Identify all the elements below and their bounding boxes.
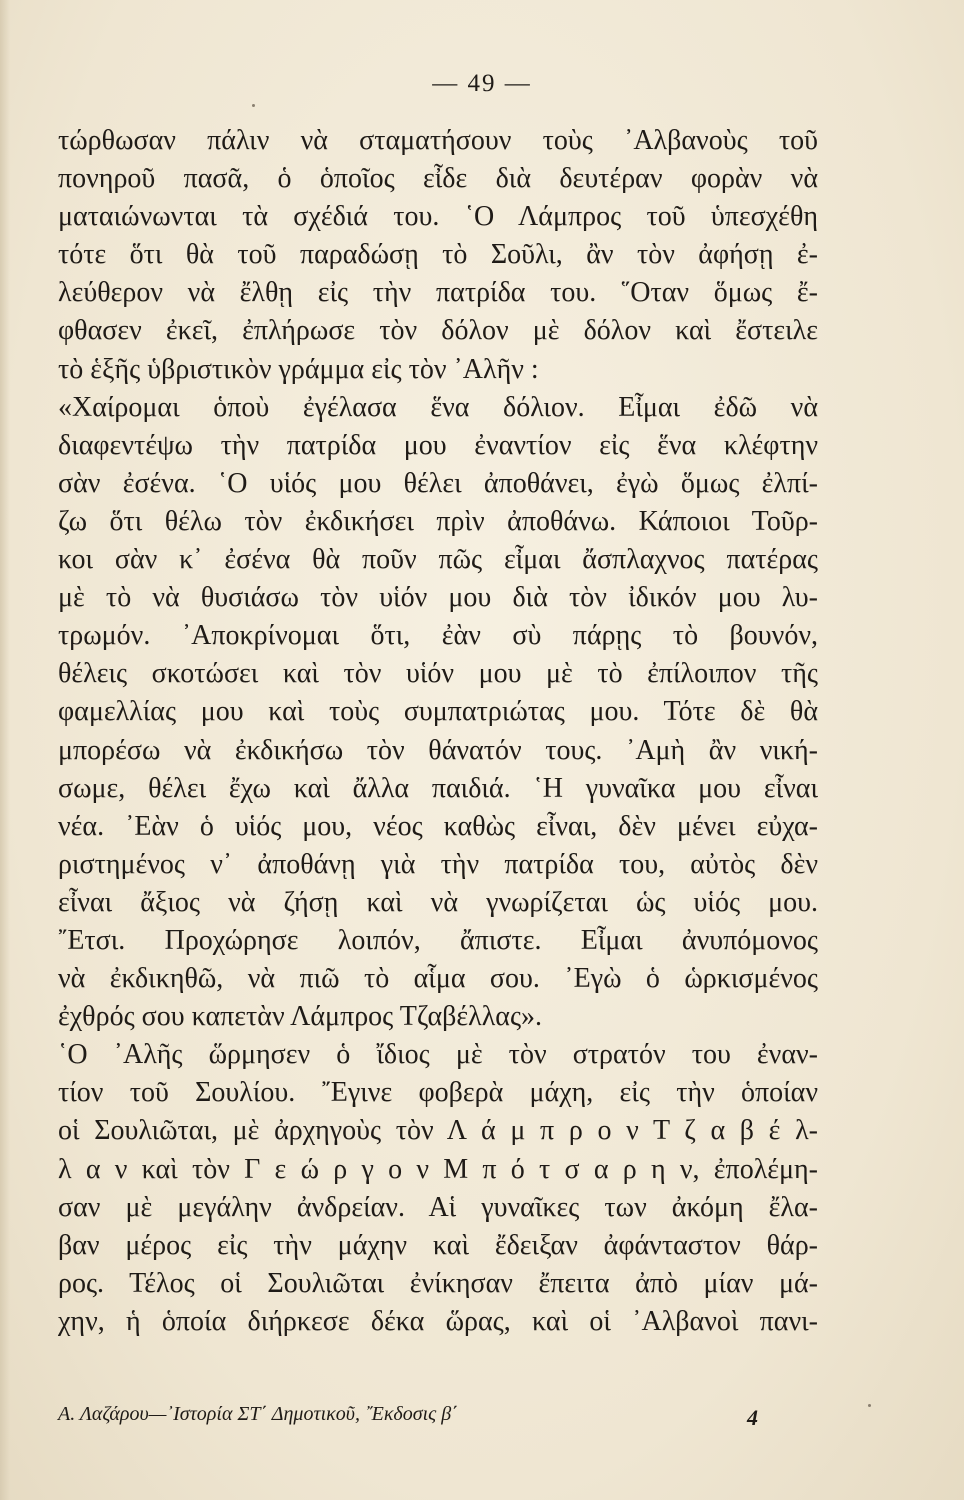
body-text — [58, 122, 818, 1341]
text-line: ριστημένος ν᾿ ἀποθάνῃ γιὰ τὴν πατρίδα του, αὐτὸς δὲν — [58, 848, 818, 880]
paper-speck — [868, 1404, 871, 1407]
text-line: μπορέσω νὰ ἐκδικήσω τὸν θάνατόν τους. ᾿Αμὴ ἂν νική- — [58, 734, 818, 766]
text-line: εἶναι ἄξιος νὰ ζήσῃ καὶ νὰ γνωρίζεται ὡς υἱός μου. — [58, 886, 818, 918]
text-line: νέα. ᾿Εὰν ὁ υἱός μου, νέος καθὼς εἶναι, δὲν μένει εὐχα- — [58, 810, 818, 842]
footer-citation: Α. Λαζάρου—᾿Ιστορία ΣΤ΄ Δημοτικοῦ, ῎Εκδοσις β΄ — [58, 1403, 458, 1425]
text-line: σαν μὲ μεγάλην ἀνδρείαν. Αἱ γυναῖκες των ἀκόμη ἔλα- — [58, 1191, 818, 1223]
text-line: σὰν ἐσένα. ῾Ο υἱός μου θέλει ἀποθάνει, ἐγὼ ὅμως ἐλπί- — [58, 467, 818, 499]
text-line: βαν μέρος εἰς τὴν μάχην καὶ ἔδειξαν ἀφάνταστον θάρ- — [58, 1229, 818, 1261]
text-line: ρος. Τέλος οἱ Σουλιῶται ἐνίκησαν ἔπειτα ἀπὸ μίαν μά- — [58, 1267, 818, 1299]
text-line: οἱ Σουλιῶται, μὲ ἀρχηγοὺς τὸν Λ ά μ π ρ ο ν Τ ζ α β έ λ- — [58, 1115, 818, 1147]
page-number: — 49 — — [432, 70, 532, 97]
text-line: θέλεις σκοτώσει καὶ τὸν υἱόν μου μὲ τὸ ἐπίλοιπον τῆς — [58, 658, 818, 690]
text-line: νὰ ἐκδικηθῶ, νὰ πιῶ τὸ αἷμα σου. ᾿Εγὼ ὁ ὡρκισμένος — [58, 963, 818, 995]
paper-speck — [252, 104, 255, 107]
text-line: ζω ὅτι θέλω τὸν ἐκδικήσει πρὶν ἀποθάνω. Κάποιοι Τοῦρ- — [58, 505, 818, 537]
page-footer — [58, 1403, 818, 1431]
page-edge-shadow — [0, 0, 10, 1500]
text-line: λ α ν καὶ τὸν Γ ε ώ ρ γ ο ν Μ π ό τ σ α ρ η ν, ἐπολέμη- — [58, 1153, 818, 1185]
text-line: τώρθωσαν πάλιν νὰ σταματήσουν τοὺς ᾿Αλβανοὺς τοῦ — [58, 125, 818, 156]
text-line: ἐχθρός σου καπετὰν Λάμπρος Τζαβέλλας». — [58, 1001, 543, 1033]
printer-signature-mark: 4 — [747, 1405, 758, 1430]
text-line: τρωμόν. ᾿Αποκρίνομαι ὅτι, ἐὰν σὺ πάρῃς τὸ βουνόν, — [58, 620, 818, 652]
text-line: φαμελλίας μου καὶ τοὺς συμπατριώτας μου. Τότε δὲ θὰ — [58, 696, 818, 728]
text-line: διαφεντέψω τὴν πατρίδα μου ἐναντίον εἰς ἕνα κλέφτην — [58, 429, 818, 461]
text-line: ῎Ετσι. Προχώρησε λοιπόν, ἄπιστε. Εἶμαι ἀνυπόμονος — [58, 924, 818, 956]
text-line: τὸ ἑξῆς ὑβριστικὸν γράμμα εἰς τὸν ᾿Αλῆν : — [58, 353, 539, 385]
text-line: λεύθερον νὰ ἔλθῃ εἰς τὴν πατρίδα του. ῞Οταν ὅμως ἔ- — [58, 277, 818, 309]
text-line: φθασεν ἐκεῖ, ἐπλήρωσε τὸν δόλον μὲ δόλον καὶ ἔστειλε — [58, 315, 818, 347]
text-line: τίον τοῦ Σουλίου. ῎Εγινε φοβερὰ μάχη, εἰς τὴν ὁποίαν — [58, 1077, 818, 1109]
text-line: χην, ἡ ὁποία διήρκεσε δέκα ὥρας, καὶ οἱ ᾿Αλβανοὶ πανι- — [58, 1305, 818, 1337]
text-line: ματαιώνωνται τὰ σχέδιά του. ῾Ο Λάμπρος τοῦ ὑπεσχέθη — [58, 201, 818, 233]
text-line: μὲ τὸ νὰ θυσιάσω τὸν υἱόν μου διὰ τὸν ἰδικόν μου λυ- — [58, 582, 818, 614]
text-line: κοι σὰν κ᾿ ἐσένα θὰ ποῦν πῶς εἶμαι ἄσπλαχνος πατέρας — [58, 544, 818, 576]
text-line: σωμε, θέλει ἔχω καὶ ἄλλα παιδιά. ῾Η γυναῖκα μου εἶναι — [58, 772, 818, 804]
text-line: ῾Ο ᾿Αλῆς ὥρμησεν ὁ ἴδιος μὲ τὸν στρατόν του ἐναν- — [58, 1039, 818, 1071]
text-line: «Χαίρομαι ὁποὺ ἐγέλασα ἕνα δόλιον. Εἶμαι ἐδῶ νὰ — [58, 391, 818, 423]
text-line: πονηροῦ πασᾶ, ὁ ὁποῖος εἶδε διὰ δευτέραν φορὰν νὰ — [58, 163, 818, 195]
text-line: τότε ὅτι θὰ τοῦ παραδώσῃ τὸ Σοῦλι, ἂν τὸν ἀφήσῃ ἐ- — [58, 239, 818, 271]
